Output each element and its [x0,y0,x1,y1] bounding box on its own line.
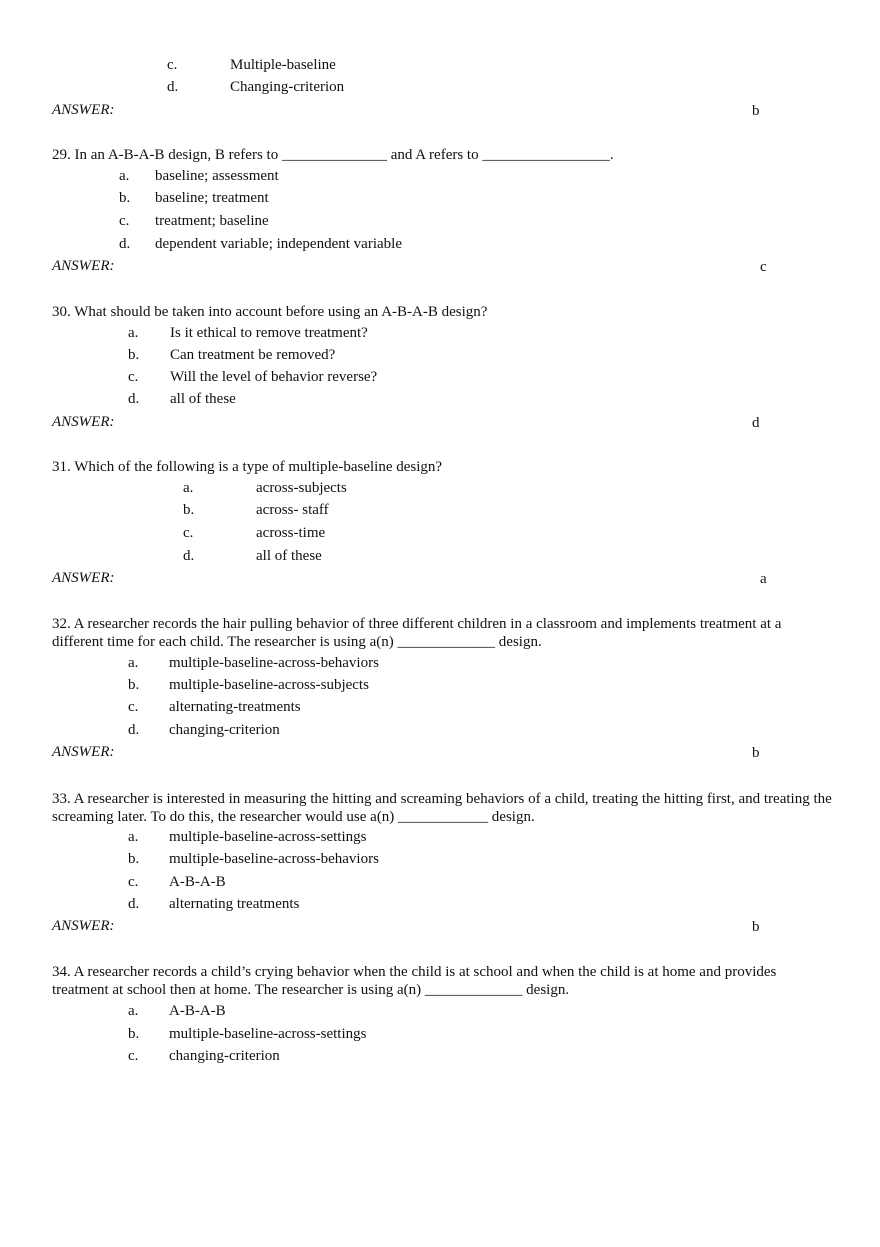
option-text: all of these [170,391,236,407]
answer-value: d [752,415,760,431]
option-letter: d. [183,548,195,564]
option-text: all of these [256,548,322,564]
option-letter: c. [128,699,139,715]
option-text: Will the level of behavior reverse? [170,369,378,385]
option-letter: b. [128,347,140,363]
answer-value: a [760,571,767,587]
answer-label: ANSWER: [52,918,115,934]
option-letter: c. [128,369,139,385]
answer-label: ANSWER: [52,570,115,586]
option-text: across- staff [256,502,329,518]
question-stem: 29. In an A-B-A-B design, B refers to ______________ and A refers to _________________. [52,147,614,163]
answer-value: c [760,259,767,275]
question-stem: 30. What should be taken into account before using an A-B-A-B design? [52,304,488,320]
option-text: multiple-baseline-across-settings [169,1026,367,1042]
option-letter: c. [128,1048,139,1064]
option-letter: c. [128,874,139,890]
option-text: across-time [256,525,326,541]
option-text: dependent variable; independent variable [155,236,402,252]
answer-label: ANSWER: [52,102,115,118]
option-text: baseline; assessment [155,168,279,184]
option-letter: d. [128,722,140,738]
option-letter: b. [183,502,195,518]
option-text: baseline; treatment [155,190,269,206]
option-text: multiple-baseline-across-subjects [169,677,369,693]
option-letter: a. [119,168,130,184]
option-text: multiple-baseline-across-settings [169,829,367,845]
option-text: multiple-baseline-across-behaviors [169,851,379,867]
answer-label: ANSWER: [52,744,115,760]
option-letter: a. [128,829,139,845]
answer-label: ANSWER: [52,414,115,430]
option-text: across-subjects [256,480,347,496]
option-letter: c. [167,57,178,73]
option-letter: b. [128,1026,140,1042]
option-text: Can treatment be removed? [170,347,336,363]
option-letter: a. [128,1003,139,1019]
option-text: Multiple-baseline [230,57,336,73]
answer-label: ANSWER: [52,258,115,274]
option-letter: d. [128,391,140,407]
option-letter: b. [128,677,140,693]
option-text: multiple-baseline-across-behaviors [169,655,379,671]
answer-value: b [752,745,760,761]
answer-value: b [752,103,760,119]
option-text: changing-criterion [169,1048,280,1064]
answer-value: b [752,919,760,935]
option-letter: a. [128,325,139,341]
option-text: changing-criterion [169,722,280,738]
option-text: alternating-treatments [169,699,301,715]
option-letter: c. [119,213,130,229]
option-letter: d. [128,896,140,912]
option-text: Changing-criterion [230,79,345,95]
question-stem: 34. A researcher records a child’s crying behavior when the child is at school and when the child is at home and provides treatment at school then at home. The researcher is using a(n) _____________ design. [52,964,777,998]
option-text: alternating treatments [169,896,300,912]
option-text: A-B-A-B [169,874,226,890]
question-stem: 33. A researcher is interested in measuring the hitting and screaming behaviors of a child, treating the hitting first, and treating the screaming later. To do this, the researcher would use a(n) ____________ design. [52,791,832,825]
option-letter: a. [183,480,194,496]
option-text: treatment; baseline [155,213,269,229]
option-letter: d. [167,79,179,95]
option-text: A-B-A-B [169,1003,226,1019]
option-letter: d. [119,236,131,252]
option-letter: b. [119,190,131,206]
option-letter: c. [183,525,194,541]
option-letter: a. [128,655,139,671]
option-letter: b. [128,851,140,867]
option-text: Is it ethical to remove treatment? [170,325,368,341]
question-stem: 31. Which of the following is a type of multiple-baseline design? [52,459,443,475]
question-stem: 32. A researcher records the hair pulling behavior of three different children in a classroom and implements treatment at a different time for each child. The researcher is using a(n) _____________ design. [52,616,782,650]
